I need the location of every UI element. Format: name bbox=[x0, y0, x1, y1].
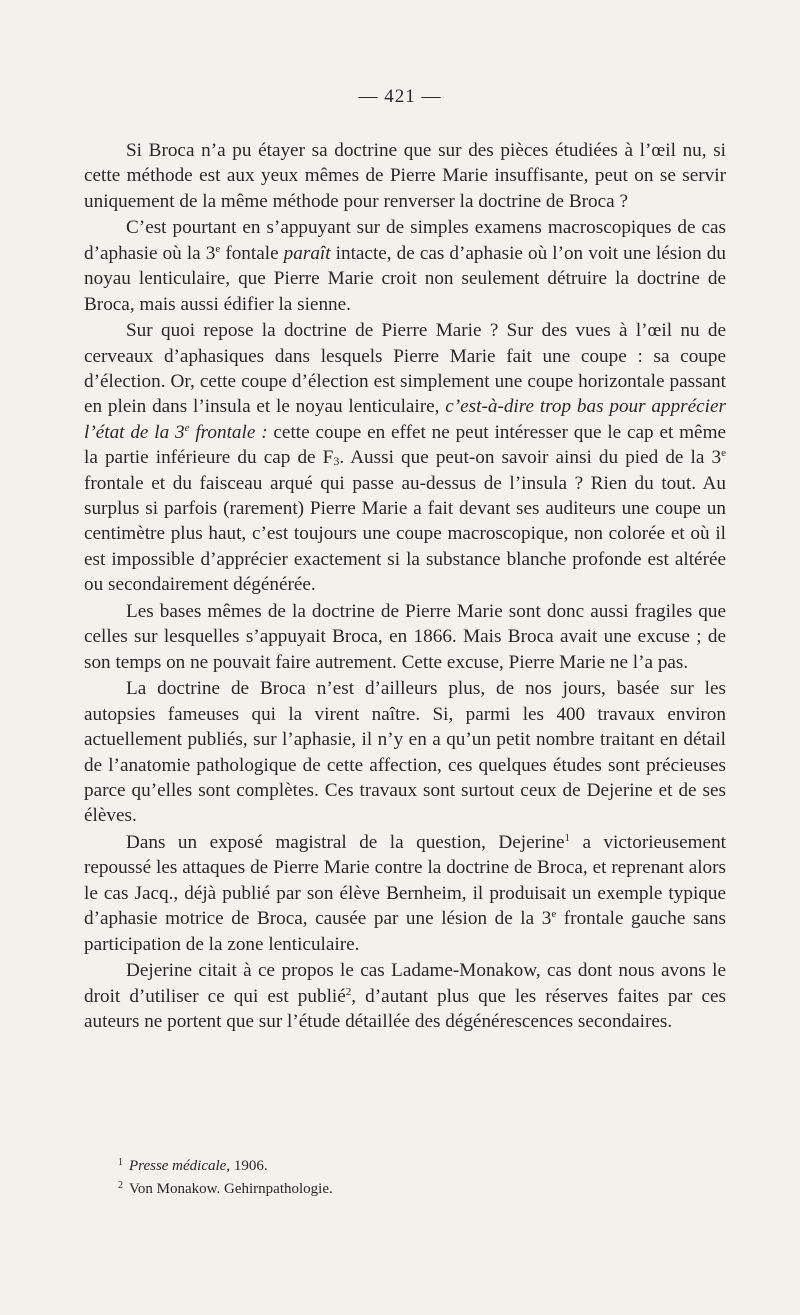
paragraph-7-text: , d’autant plus que les réserves faites par ces auteurs ne portent que sur l’étude détaillée des dégénérescences secondaires. bbox=[84, 985, 727, 1032]
paragraph-7 bbox=[84, 958, 726, 1034]
italic-text: c’est-à-dire trop bas pour apprécier l’état de la 3 bbox=[84, 396, 726, 443]
paragraph-4 bbox=[84, 599, 726, 675]
paragraph-2-text: intacte, de cas d’aphasie où l’on voit une lésion du noyau lenticulaire, que Pierre Marie croit non seulement détruire la doctrine de Broca, mais aussi édifier la sienne. bbox=[84, 242, 726, 315]
footnote-reference: 1 bbox=[564, 831, 570, 844]
paragraph-6-text: Dans un exposé magistral de la question, Dejerine bbox=[126, 831, 565, 853]
paragraph-2-text: fontale bbox=[220, 242, 284, 264]
ordinal-superscript: e bbox=[721, 447, 726, 460]
footnote-2 bbox=[118, 1176, 678, 1199]
paragraph-6-text: frontale gauche sans participation de la zone lenticulaire. bbox=[84, 908, 726, 955]
ordinal-superscript: e bbox=[215, 242, 221, 255]
italic-text: frontale : bbox=[189, 421, 268, 443]
footnotes bbox=[118, 1153, 678, 1199]
footnote-mark: 1 bbox=[118, 1157, 123, 1168]
paragraph-6-text: a victorieusement repoussé les attaques de Pierre Marie contre la doctrine de Broca, et reprenant alors le cas Jacq., déjà publié par son élève Bernheim, il produisait un exemple typique d’aphasie motrice de Broca, causée par une lésion de la 3 bbox=[84, 831, 727, 930]
footnote-1 bbox=[118, 1153, 678, 1176]
italic-emphasis: paraît bbox=[283, 242, 331, 264]
paragraph-5 bbox=[84, 676, 726, 828]
subscript: 3 bbox=[333, 454, 340, 469]
paragraph-2 bbox=[84, 215, 726, 317]
paragraph-1 bbox=[84, 138, 726, 214]
paragraph-3-text: frontale et du faisceau arqué qui passe au-dessus de l’insula ? Rien du tout. Au surplus si parfois (rarement) Pierre Marie a fait devant ses auditeurs une coupe un centimètre plus haut, c’est toujours une coupe macroscopique, non colorée et où il est impossible d’apprécier exactement si la substance blanche profonde est altérée ou secondairement dégénérée. bbox=[84, 472, 726, 596]
footnote-text: , 1906. bbox=[226, 1158, 268, 1174]
body-text bbox=[84, 138, 726, 1034]
paragraph-2-text: C’est pourtant en s’appuyant sur de simples examens macroscopiques de cas d’aphasie où la 3 bbox=[84, 217, 726, 264]
paragraph-5-text: La doctrine de Broca n’est d’ailleurs plus, de nos jours, basée sur les autopsies fameuses qui la virent naître. Si, parmi les 400 travaux environ actuellement publiés, sur l’aphasie, il n’y en a qu’un petit nombre traitant en détail de l’anatomie pathologique de cette affection, ces quelques études sont précieuses parce qu’elles sont complètes. Ces travaux sont surtout ceux de Dejerine et de ses élèves. bbox=[84, 678, 726, 827]
footnote-title: Presse médicale bbox=[129, 1158, 227, 1174]
page-number: — 421 — bbox=[358, 86, 442, 107]
paragraph-3-text: . Aussi que peut-on savoir ainsi du pied de la 3 bbox=[339, 447, 722, 469]
paragraph-3-text: Sur quoi repose la doctrine de Pierre Marie ? Sur des vues à l’œil nu de cerveaux d’aphasiques dans lesquels Pierre Marie fait une coupe : sa coupe d’élection. Or, cette coupe d’élection est simplement une coupe horizontale passant en plein dans l’insula et le noyau lenticulaire, bbox=[84, 320, 726, 418]
paragraph-7-text: Dejerine citait à ce propos le cas Ladame-Monakow, cas dont nous avons le droit d’utiliser ce qui est publié bbox=[84, 960, 726, 1007]
paragraph-3 bbox=[84, 318, 726, 597]
paragraph-1-text: Si Broca n’a pu étayer sa doctrine que sur des pièces étudiées à l’œil nu, si cette méthode est aux yeux mêmes de Pierre Marie insuffisante, peut on se servir uniquement de la même méthode pour renverser la doctrine de Broca ? bbox=[84, 140, 726, 212]
footnote-mark: 2 bbox=[118, 1180, 123, 1191]
ordinal-superscript: e bbox=[184, 421, 190, 434]
paragraph-6 bbox=[84, 830, 726, 957]
paragraph-3-text: cette coupe en effet ne peut intéresser que le cap et même la partie inférieure du cap de F bbox=[84, 421, 727, 469]
footnote-reference: 2 bbox=[345, 985, 352, 998]
paragraph-4-text: Les bases mêmes de la doctrine de Pierre Marie sont donc aussi fragiles que celles sur lesquelles s’appuyait Broca, en 1866. Mais Broca avait une excuse ; de son temps on ne pouvait faire autrement. Cette excuse, Pierre Marie ne l’a pas. bbox=[84, 600, 726, 673]
footnote-text: Von Monakow. Gehirnpathologie. bbox=[129, 1181, 333, 1197]
ordinal-superscript: e bbox=[551, 908, 557, 921]
